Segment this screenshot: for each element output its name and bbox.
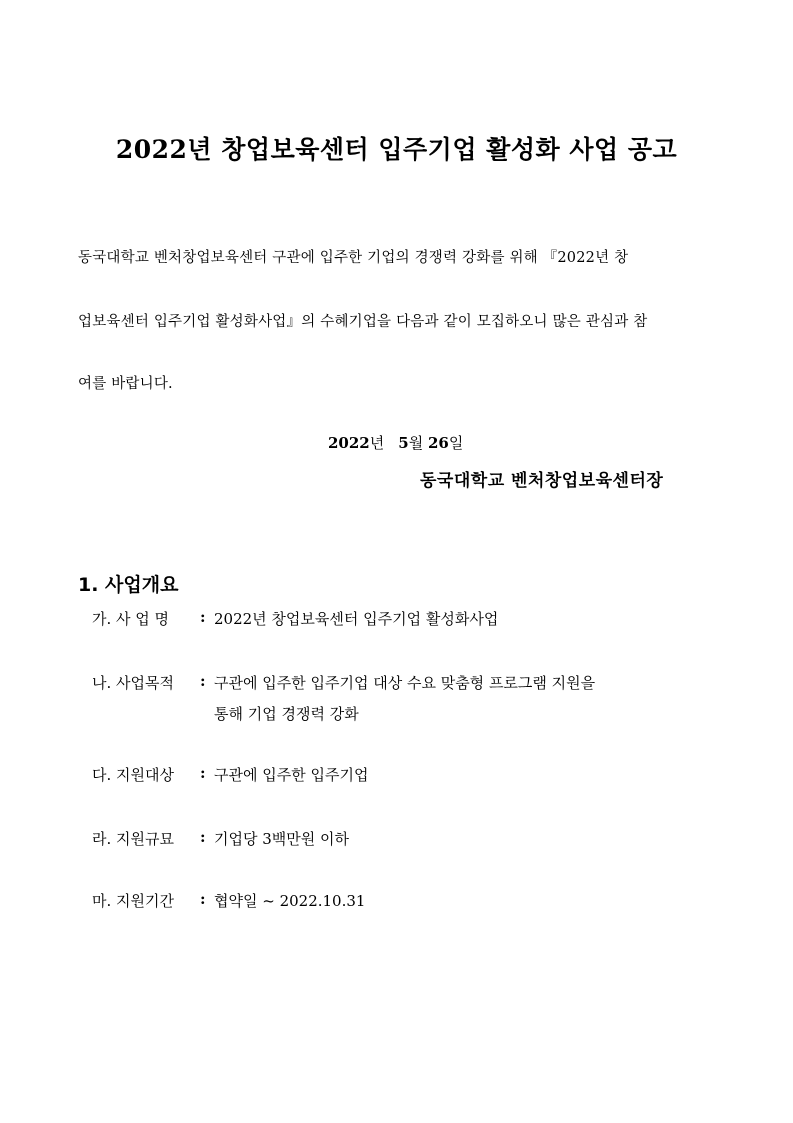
announcement-date xyxy=(328,432,463,453)
item-colon: : xyxy=(200,672,206,690)
item-value: 구관에 입주한 입주기업 대상 수요 맞춤형 프로그램 지원을 xyxy=(214,674,596,692)
overview-item-target xyxy=(92,764,368,785)
item-value: 협약일 ~ 2022.10.31 xyxy=(214,892,366,910)
overview-item-purpose xyxy=(92,672,595,724)
item-value: 2022년 창업보육센터 입주기업 활성화사업 xyxy=(214,610,499,628)
date-month: 5 xyxy=(398,434,409,452)
item-label: 라. 지원규묘 xyxy=(92,830,174,848)
item-label: 다. 지원대상 xyxy=(92,766,174,784)
item-value-wrap xyxy=(214,672,595,724)
overview-item-name xyxy=(92,608,498,629)
item-value: 기업당 3백만원 이하 xyxy=(214,830,350,848)
intro-line-2: 업보육센터 입주기업 활성화사업』의 수혜기업을 다음과 같이 모집하오니 많은 관심과 참 xyxy=(78,314,648,330)
item-colon: : xyxy=(200,608,206,626)
item-colon: : xyxy=(200,764,206,782)
intro-line-3: 여를 바랍니다. xyxy=(78,376,173,392)
date-month-unit: 월 xyxy=(408,434,424,452)
overview-item-scale xyxy=(92,828,349,849)
item-colon: : xyxy=(200,890,206,908)
item-colon: : xyxy=(200,828,206,846)
intro-line-1: 동국대학교 벤처창업보육센터 구관에 입주한 기업의 경쟁력 강화를 위해 『2022년 창 xyxy=(78,250,629,266)
item-value: 구관에 입주한 입주기업 xyxy=(214,766,369,784)
item-label: 마. 지원기간 xyxy=(92,892,174,910)
item-value-continued: 통해 기업 경쟁력 강화 xyxy=(214,705,359,723)
item-label: 가. 사 업 명 xyxy=(92,610,170,628)
date-day: 26 xyxy=(427,434,449,452)
signer: 동국대학교 벤처창업보육센터장 xyxy=(420,471,664,491)
page-title: 2022년 창업보육센터 입주기업 활성화 사업 공고 xyxy=(115,135,678,164)
item-label: 나. 사업목적 xyxy=(92,674,174,692)
section-title-overview: 1. 사업개요 xyxy=(78,574,179,596)
date-year: 2022 xyxy=(328,434,370,452)
date-year-unit: 년 xyxy=(369,434,385,452)
date-day-unit: 일 xyxy=(448,434,464,452)
overview-item-period xyxy=(92,890,365,911)
